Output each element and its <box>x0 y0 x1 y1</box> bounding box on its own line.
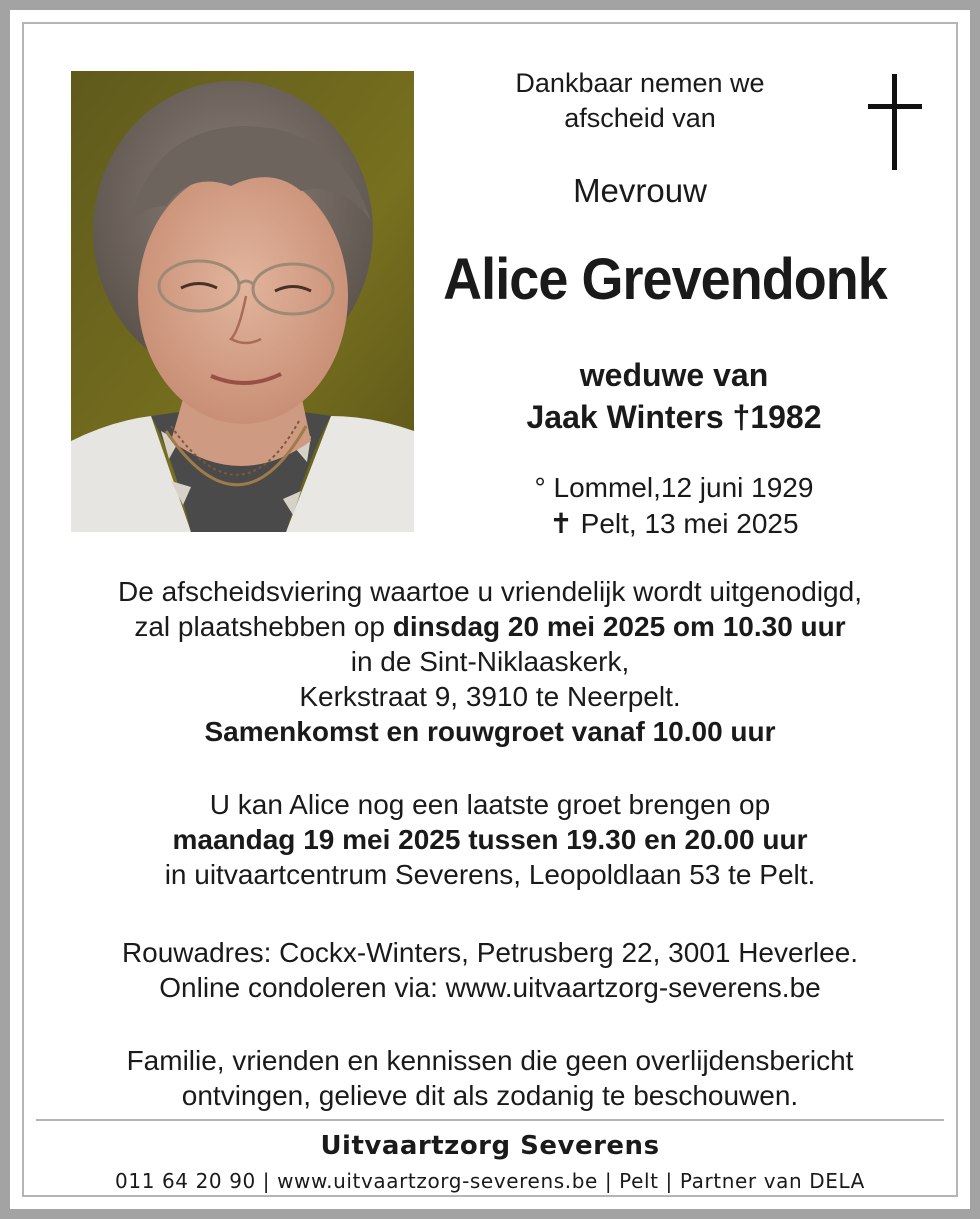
ceremony-line-2-prefix: zal plaatshebben op <box>134 611 393 642</box>
online-condolences: Online condoleren via: www.uitvaartzorg-severens.be <box>159 972 821 1003</box>
life-dates <box>464 470 884 542</box>
latin-cross-icon <box>866 74 926 174</box>
ceremony-line-4: Kerkstraat 9, 3910 te Neerpelt. <box>299 681 681 712</box>
intro-text <box>464 66 816 136</box>
widow-line-2: Jaak Winters †1982 <box>526 399 822 435</box>
card-inner-frame <box>22 22 958 1197</box>
notice-line-2: ontvingen, gelieve dit als zodanig te beschouwen. <box>181 1080 799 1111</box>
birth-date: ° Lommel,12 juni 1929 <box>534 472 814 503</box>
widow-of <box>464 354 884 438</box>
visitation-line-3: in uitvaartcentrum Severens, Leopoldlaan 53 te Pelt. <box>164 859 816 890</box>
intro-line-1: Dankbaar nemen we <box>515 68 765 98</box>
address-details <box>44 935 936 1005</box>
death-date: ✝ Pelt, 13 mei 2025 <box>549 508 799 539</box>
mourning-address: Rouwadres: Cockx-Winters, Petrusberg 22, 3001 Heverlee. <box>121 937 859 968</box>
honorific-title: Mevrouw <box>573 172 707 209</box>
footer-divider <box>36 1119 944 1121</box>
ceremony-gathering: Samenkomst en rouwgroet vanaf 10.00 uur <box>204 716 776 747</box>
visitation-line-1: U kan Alice nog een laatste groet brengen op <box>209 789 771 820</box>
obituary-card <box>10 10 970 1209</box>
ceremony-details <box>44 574 936 749</box>
funeral-home-contact: 011 64 20 90 | www.uitvaartzorg-severens.be | Pelt | Partner van DELA <box>115 1169 865 1193</box>
ceremony-line-3: in de Sint-Niklaaskerk, <box>350 646 630 677</box>
ceremony-date-time: dinsdag 20 mei 2025 om 10.30 uur <box>392 611 846 642</box>
ceremony-line-2 <box>44 609 936 644</box>
notice-text <box>44 1043 936 1113</box>
intro-line-2: afscheid van <box>564 103 716 133</box>
deceased-name: Alice Grevendonk <box>443 247 887 312</box>
notice-line-1: Familie, vrienden en kennissen die geen overlijdensbericht <box>126 1045 854 1076</box>
ceremony-line-1: De afscheidsviering waartoe u vriendelijk wordt uitgenodigd, <box>118 576 862 607</box>
portrait-photo <box>71 71 414 532</box>
funeral-home-name: Uitvaartzorg Severens <box>320 1131 660 1161</box>
widow-line-1: weduwe van <box>579 357 769 393</box>
visitation-details <box>44 787 936 892</box>
visitation-date-time: maandag 19 mei 2025 tussen 19.30 en 20.00 uur <box>172 824 808 855</box>
